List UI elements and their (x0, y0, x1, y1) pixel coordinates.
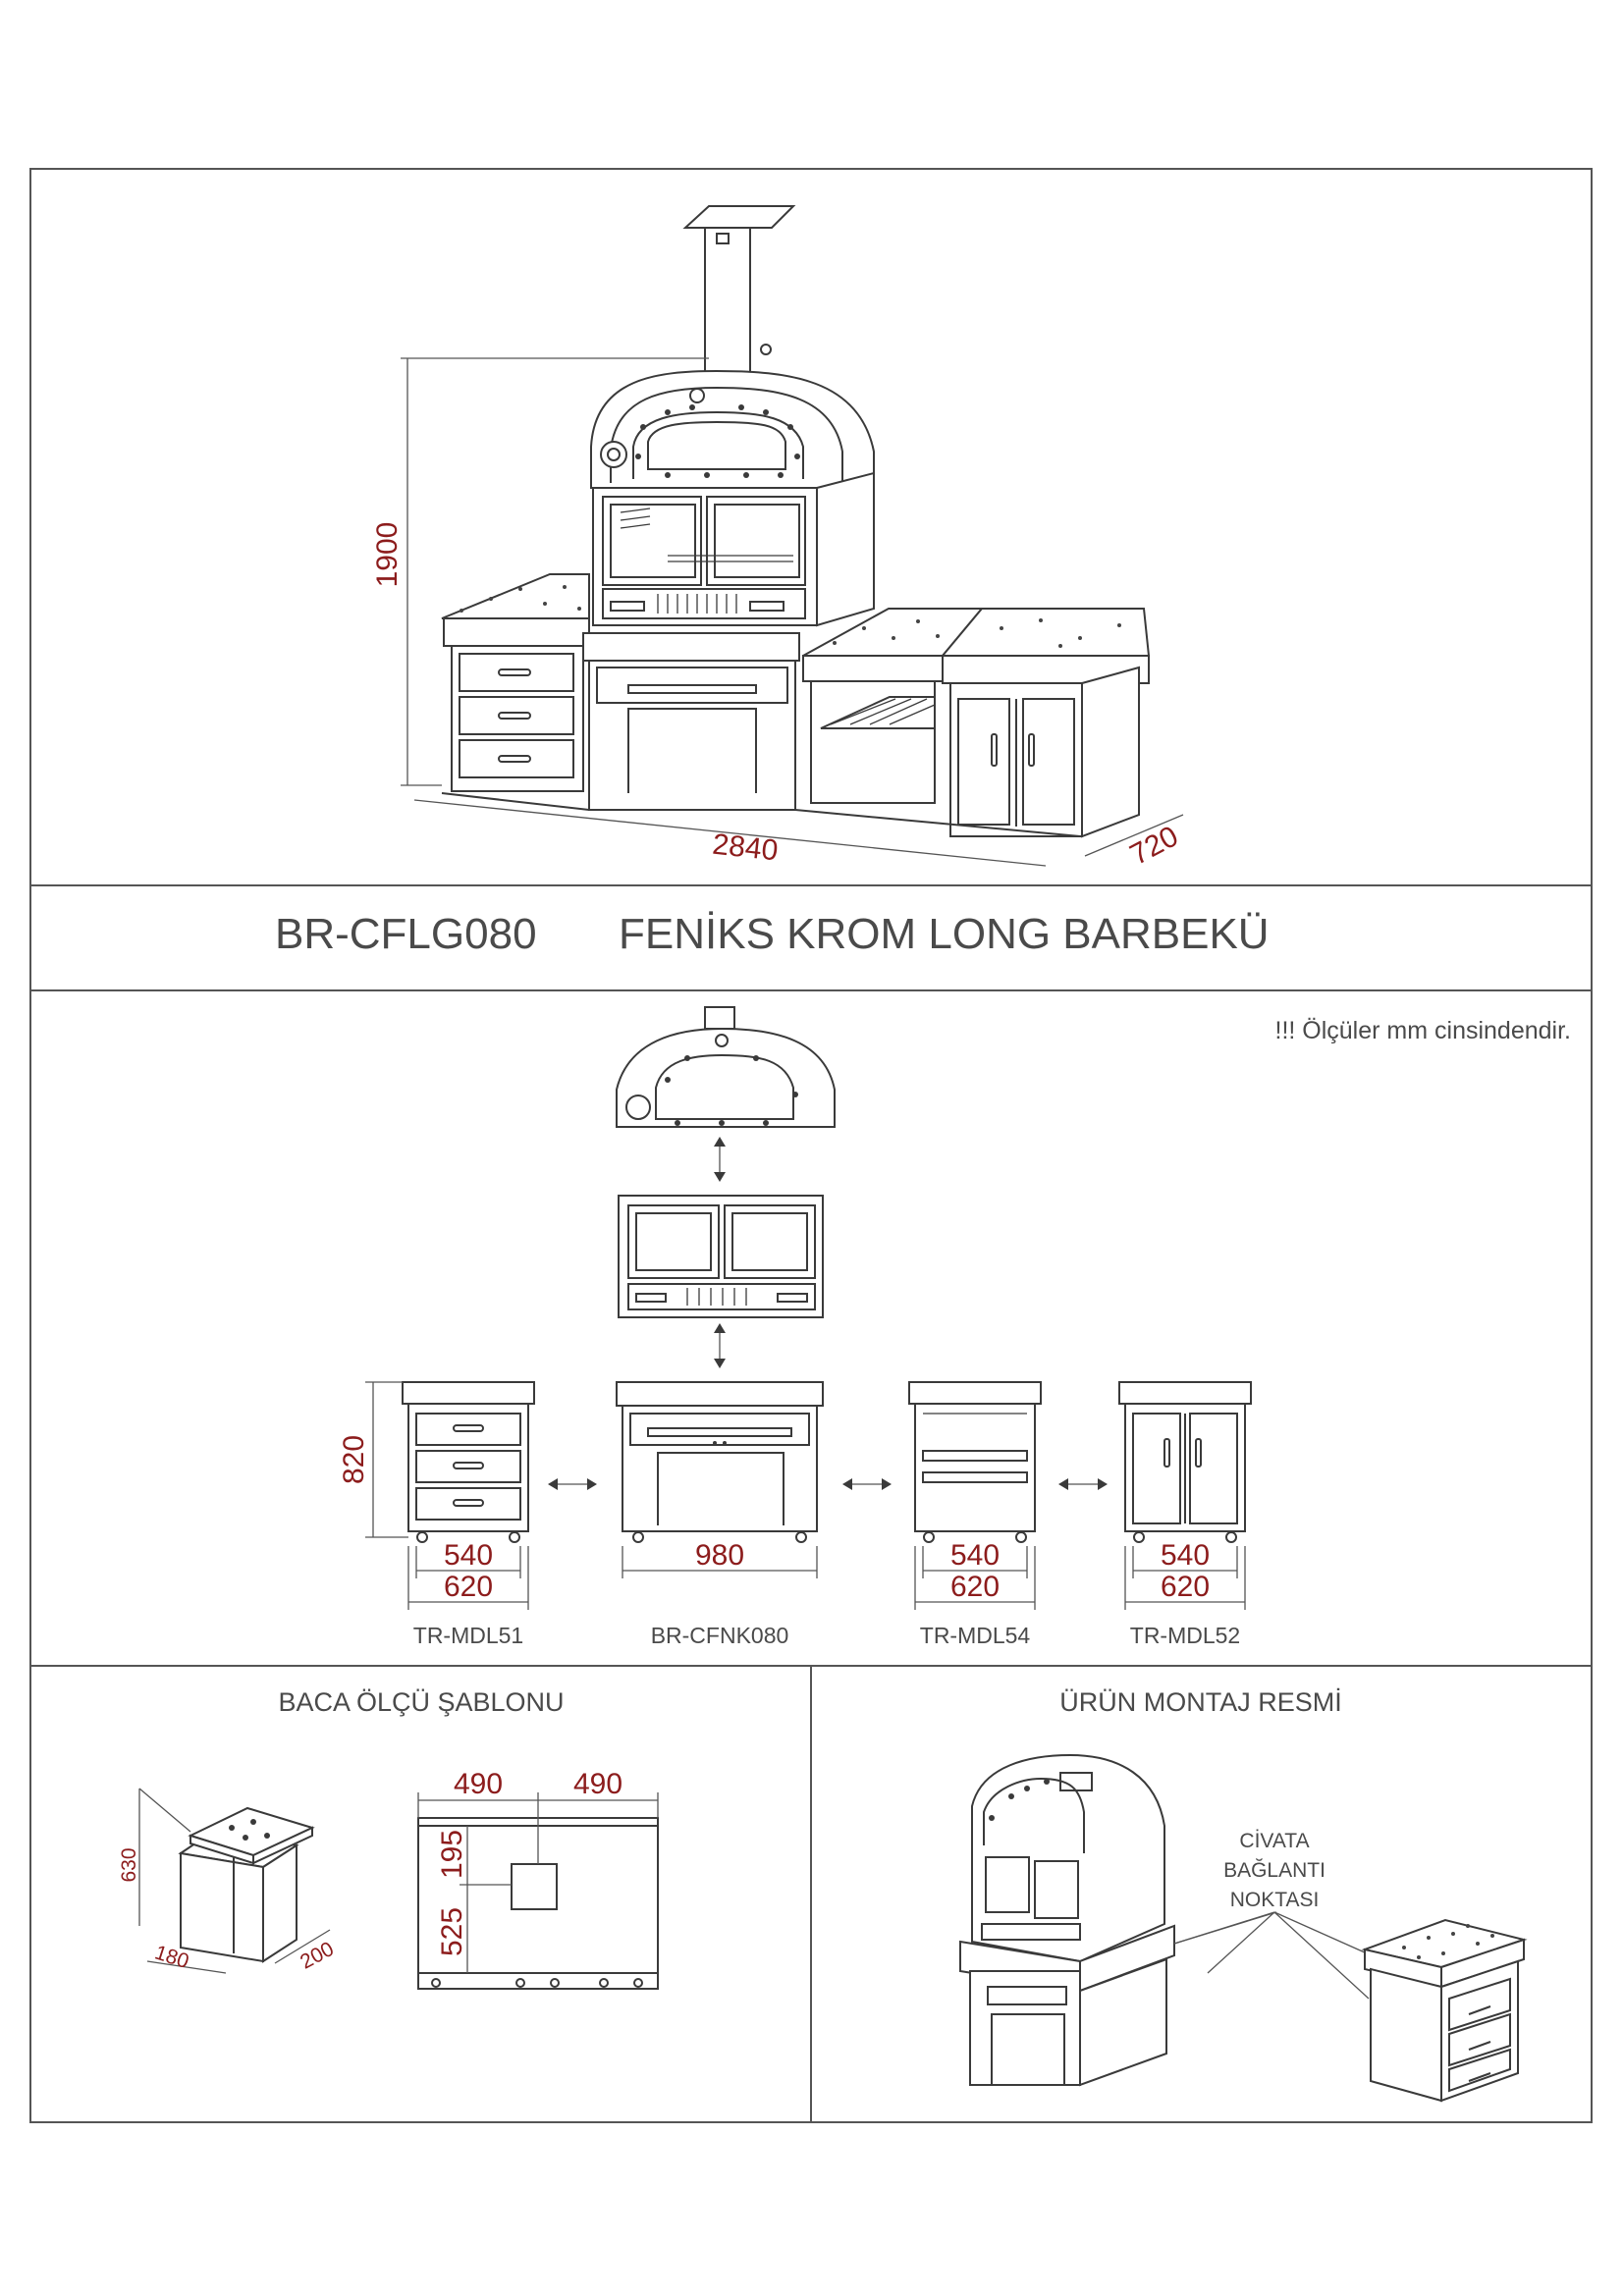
cfnk-width-label: 980 (694, 1539, 745, 1572)
assembly-oven-drawing (960, 1755, 1276, 2085)
overall-width-label: 2840 (711, 828, 780, 868)
chimney-right-width-label: 490 (572, 1768, 623, 1800)
chimney (685, 206, 793, 377)
chimney-left-width-label: 490 (453, 1768, 504, 1800)
mdl54-code-label: TR-MDL54 (919, 1623, 1031, 1648)
oven-body (593, 473, 874, 625)
chimney-height-label: 630 (118, 1847, 140, 1883)
arrow-cfnk-mdl54 (842, 1478, 892, 1490)
mdl51-code-label: TR-MDL51 (412, 1623, 524, 1648)
assembly-side-module (1365, 1920, 1524, 2101)
overall-depth-label: 720 (1124, 820, 1184, 872)
exploded-oven-dome (617, 1007, 835, 1127)
oven-dome (591, 371, 874, 488)
assembly-label-line1: CİVATA (1239, 1830, 1310, 1852)
product-code: BR-CFLG080 (275, 910, 537, 958)
arrow-mdl51-cfnk (548, 1478, 597, 1490)
mdl52-code-label: TR-MDL52 (1129, 1623, 1241, 1648)
chimney-template-heading: BACA ÖLÇÜ ŞABLONU (278, 1687, 565, 1717)
arrow-mdl54-mdl52 (1058, 1478, 1108, 1490)
mdl54-outer-width-label: 620 (949, 1571, 1001, 1603)
chimney-side-a-label: 180 (151, 1941, 192, 1974)
chimney-top-view (418, 1792, 658, 1989)
chimney-top-offset-label: 195 (436, 1829, 468, 1880)
overall-height-label: 1900 (371, 521, 404, 588)
assembly-label-line2: BAĞLANTI (1223, 1859, 1325, 1882)
assembly-label-line3: NOKTASI (1229, 1889, 1320, 1911)
full-assembly-drawing (371, 206, 1183, 872)
chimney-bottom-offset-label: 525 (436, 1906, 468, 1957)
mdl51-inner-width-label: 540 (443, 1539, 494, 1572)
units-note: !!! Ölçüler mm cinsindendir. (1274, 1017, 1571, 1044)
mdl52-outer-width-label: 620 (1160, 1571, 1211, 1603)
mdl52-inner-width-label: 540 (1160, 1539, 1211, 1572)
mdl51-height-label: 820 (338, 1434, 370, 1485)
mdl51-outer-width-label: 620 (443, 1571, 494, 1603)
exploded-oven-body (619, 1196, 823, 1317)
product-name: FENİKS KROM LONG BARBEKÜ (619, 910, 1270, 958)
cfnk-code-label: BR-CFNK080 (650, 1623, 789, 1648)
assembly-heading: ÜRÜN MONTAJ RESMİ (1059, 1687, 1342, 1717)
chimney-side-b-label: 200 (297, 1937, 338, 1974)
assembly-label (1223, 1830, 1325, 1911)
mdl54-inner-width-label: 540 (949, 1539, 1001, 1572)
